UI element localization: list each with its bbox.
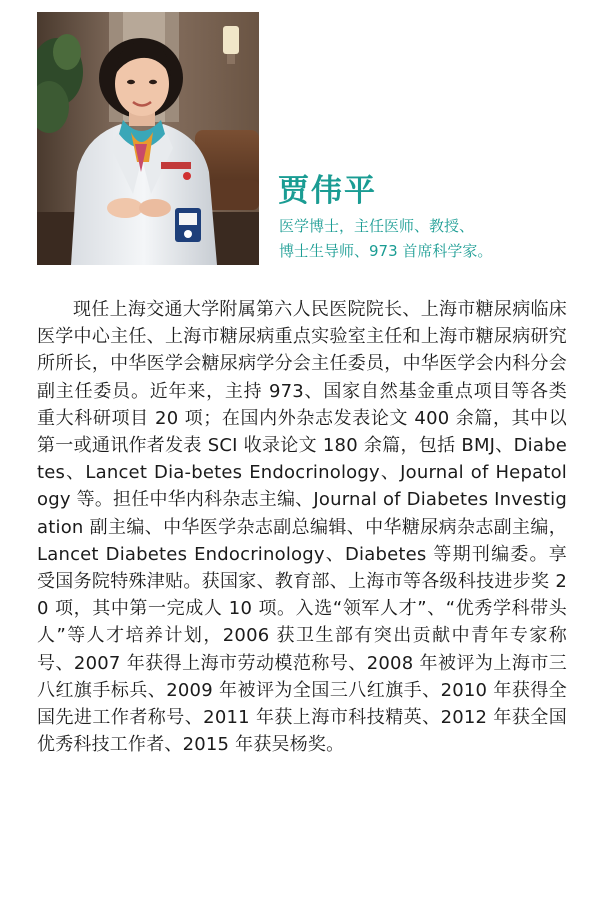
title-line-1: 医学博士，主任医师、教授、 — [279, 217, 475, 235]
biography-paragraph: 现任上海交通大学附属第六人民医院院长、上海市糖尿病临床医学中心主任、上海市糖尿病重点实验室主任和上海市糖尿病研究所所长，中华医学会糖尿病学分会主任委员，中华医学会内科分会副主任委员。近年来，主持 973、国家自然基金重点项目等各类重大科研项目 20 项；在国内外杂志发表论文 400 余篇，其中以第一或通讯作者发表 SCI 收录论文 180 余篇，包括 BMJ、Diabetes、Lancet Dia-betes Endocrinology、Journal of Hepatology 等。担任中华内科杂志主编、Journal of Diabetes Investigation 副主编、中华医学杂志副总编辑、中华糖尿病杂志副主编，Lancet Diabetes Endocrinology、Diabetes 等期刊编委。享受国务院特殊津贴。获国家、教育部、上海市等各级科技进步奖 20 项，其中第一完成人 10 项。入选“领军人才”、“优秀学科带头人”等人才培养计划，2006 获卫生部有突出贡献中青年专家称号、2007 年获得上海市劳动模范称号、2008 年被评为上海市三八红旗手标兵、2009 年被评为全国三八红旗手、2010 年获得全国先进工作者称号、2011 年获上海市科技精英、2012 年获全国优秀科技工作者、2015 年获吴杨奖。 — [37, 299, 567, 756]
portrait-illustration — [37, 12, 259, 265]
portrait-photo — [37, 12, 259, 265]
title-line-2: 博士生导师、973 首席科学家。 — [279, 242, 493, 260]
person-titles — [279, 214, 492, 264]
person-name: 贾伟平 — [278, 173, 377, 209]
